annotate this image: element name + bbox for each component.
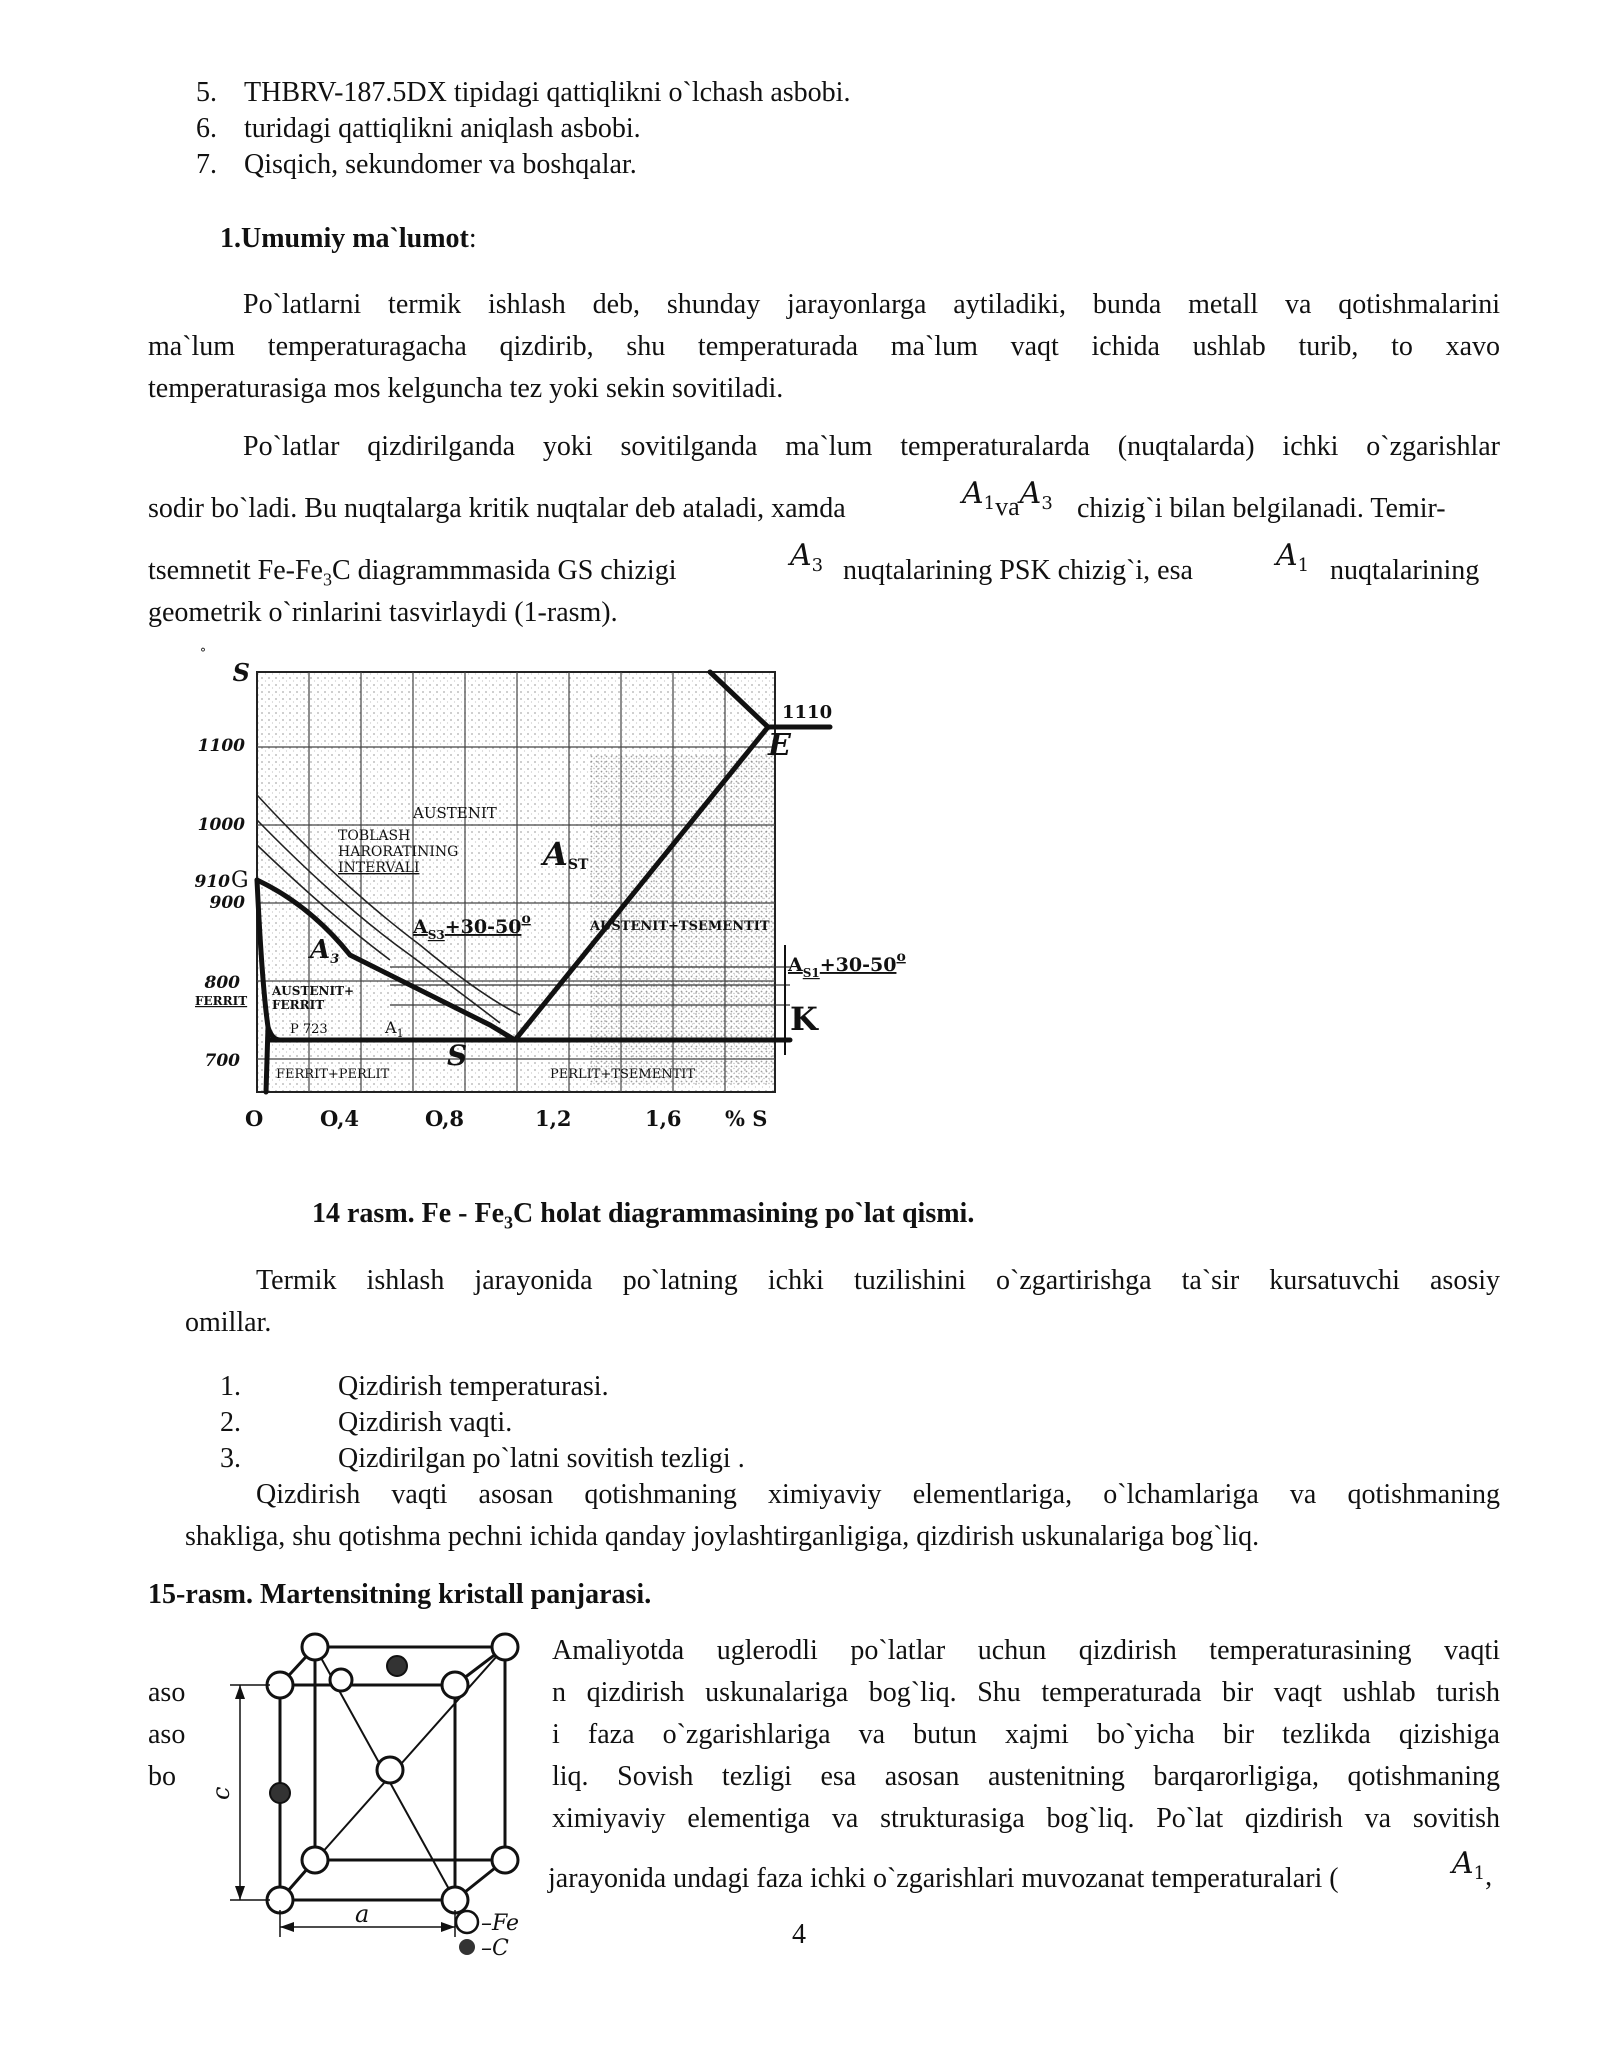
paragraph-line: tsemnetit $Fe-Fe_3C$ diagrammmasida GS chizigi xyxy=(148,555,677,590)
paragraph-line: n qizdirish uskunalariga bog`liq. Shu temperaturada bir vaqt ushlab turish xyxy=(552,1677,1500,1708)
paragraph-line: Po`latlar qizdirilganda yoki sovitilganda ma`lum temperaturalarda (nuqtalarda) ichki o`zgarishlar xyxy=(243,431,1500,462)
paragraph-line: geometrik o`rinlarini tasvirlaydi (1-rasm). xyxy=(148,597,618,628)
y-tick-label: 800 xyxy=(204,973,240,993)
point-e-label: E xyxy=(768,728,791,763)
fe-legend-label: –Fe xyxy=(481,1911,520,1936)
fe-fe3c-diagram xyxy=(190,646,930,1155)
region-label: INTERVALI xyxy=(338,860,420,876)
paragraph-line: chizig`i bilan belgilanadi. Temir- xyxy=(1077,493,1446,524)
region-perlit-tsem: PERLIT+TSEMENTIT xyxy=(550,1067,696,1082)
c-legend-label: –C xyxy=(481,1936,509,1961)
page-number: 4 xyxy=(792,1919,806,1950)
paragraph-line: sodir bo`ladi. Bu nuqtalarga kritik nuqtalar deb ataladi, xamda xyxy=(148,493,846,524)
as1-label: $A_{S1}+30-50^o$ xyxy=(788,949,906,980)
list-item: 2. Qizdirish vaqti. xyxy=(220,1407,513,1438)
paragraph-line: nuqtalarining PSK chizig`i, esa xyxy=(843,555,1193,586)
x-tick-label: 1,6 xyxy=(645,1106,682,1131)
y-tick-label: 1000 xyxy=(197,815,245,835)
point-g-label: G xyxy=(231,868,249,893)
list-item: 5. THBRV-187.5DX tipidagi qattiqlikni o`lchash asbobi. xyxy=(196,77,851,108)
region-label: HARORATINING xyxy=(338,844,459,860)
paragraph-line: i faza o`zgarishlariga va butun xajmi bo`yicha bir tezlikda qizishiga xyxy=(552,1719,1500,1750)
formula-a3: $A^3$ xyxy=(790,538,824,576)
text-fragment: aso xyxy=(148,1677,186,1708)
a3-label: A3 xyxy=(310,935,340,967)
region-label: AUSTENIT+ xyxy=(272,984,355,998)
region-ferrit-perlit: FERRIT+PERLIT xyxy=(276,1067,390,1082)
axis-unit: S xyxy=(232,658,250,687)
ferrit-axis-label: FERRIT xyxy=(195,994,248,1008)
paragraph-line: ximiyaviy elementiga va strukturasiga bog`liq. Po`lat qizdirish va sovitish xyxy=(552,1803,1500,1834)
point-k-label: K xyxy=(790,1000,818,1038)
formula-a1: $A^1$, xyxy=(1452,1846,1493,1892)
c-legend-icon xyxy=(459,1939,475,1955)
region-aust-tsem: AUSTENIT+TSEMENTIT xyxy=(590,919,770,934)
paragraph-line: ma`lum temperaturagacha qizdirib, shu temperaturada ma`lum vaqt ichida ushlab turib, to xavo xyxy=(148,331,1500,362)
paragraph-line: nuqtalarining xyxy=(1330,555,1480,586)
formula-a1: $A^1$ xyxy=(1276,538,1310,576)
x-tick-label: O,4 xyxy=(320,1106,359,1131)
y-tick-label: 700 xyxy=(204,1051,240,1071)
text-fragment: aso xyxy=(148,1719,186,1750)
paragraph-line: omillar. xyxy=(185,1307,272,1338)
x-tick-label: % S xyxy=(725,1106,768,1131)
fe-legend-icon xyxy=(456,1911,478,1933)
text-fragment: bo xyxy=(148,1761,176,1792)
list-item: 1. Qizdirish temperaturasi. xyxy=(220,1371,609,1402)
region-austenit: AUSTENIT xyxy=(413,804,497,822)
point-s-label: S xyxy=(447,1039,468,1072)
point-p-label: P 723 xyxy=(290,1022,328,1037)
martensite-lattice-figure xyxy=(207,1625,555,1961)
paragraph-line: Qizdirish vaqti asosan qotishmaning ximiyaviy elementlariga, o`lchamlariga va qotishmaning xyxy=(256,1479,1500,1510)
y-tick-label: 910 xyxy=(194,872,230,892)
x-tick-label: O,8 xyxy=(425,1106,464,1131)
paragraph-line: Termik ishlash jarayonida po`latning ichki tuzilishini o`zgartirishga ta`sir kursatuvchi asosiy xyxy=(256,1265,1500,1296)
paragraph-line: liq. Sovish tezligi esa asosan austenitning barqarorligiga, qotishmaning xyxy=(552,1761,1500,1792)
y-tick-label: 1100 xyxy=(197,736,245,756)
paragraph-line: jarayonida undagi faza ichki o`zgarishlari muvozanat temperaturalari ( xyxy=(548,1863,1339,1894)
region-label: TOBLASH xyxy=(338,828,411,844)
y-tick-label: 900 xyxy=(209,893,245,913)
paragraph-line: Amaliyotda uglerodli po`latlar uchun qizdirish temperaturasining vaqti xyxy=(552,1635,1500,1666)
list-item: 3. Qizdirilgan po`latni sovitish tezligi . xyxy=(220,1443,745,1474)
figure-caption: 15-rasm. Martensitning kristall panjarasi. xyxy=(148,1579,652,1610)
paragraph-line: temperaturasiga mos kelguncha tez yoki sekin sovitiladi. xyxy=(148,373,784,404)
region-label: FERRIT xyxy=(272,998,325,1012)
a-st-label: AST xyxy=(543,835,589,873)
a1-label: $A_1$ xyxy=(385,1018,404,1040)
paragraph-line: shakliga, shu qotishma pechni ichida qanday joylashtirganligiga, qizdirish uskunalariga bog`liq. xyxy=(185,1521,1260,1552)
x-tick-label: O xyxy=(245,1106,264,1131)
list-item: 7. Qisqich, sekundomer va boshqalar. xyxy=(196,149,637,180)
x-tick-label: 1,2 xyxy=(535,1106,572,1131)
degree-mark: ° xyxy=(200,646,206,660)
section-heading: 1.Umumiy ma`lumot: xyxy=(220,223,477,254)
figure-caption: 14 rasm. Fe - $Fe_3C$ holat diagrammasining po`lat qismi. xyxy=(312,1198,975,1233)
paragraph-line: Po`latlarni termik ishlash deb, shunday jarayonlarga aytiladiki, bunda metall va qotishmalarini xyxy=(243,289,1500,320)
list-item: 6. turidagi qattiqlikni aniqlash asbobi. xyxy=(196,113,641,144)
formula-a1-a3: $A^1vaA^3$ xyxy=(962,476,1053,521)
dimension-a-label: a xyxy=(355,1900,370,1928)
temp-1110-label: 1110 xyxy=(782,702,833,723)
as3-label: $A_{S3}+30-50^o$ xyxy=(413,911,531,942)
dimension-c-label: c xyxy=(207,1786,235,1800)
